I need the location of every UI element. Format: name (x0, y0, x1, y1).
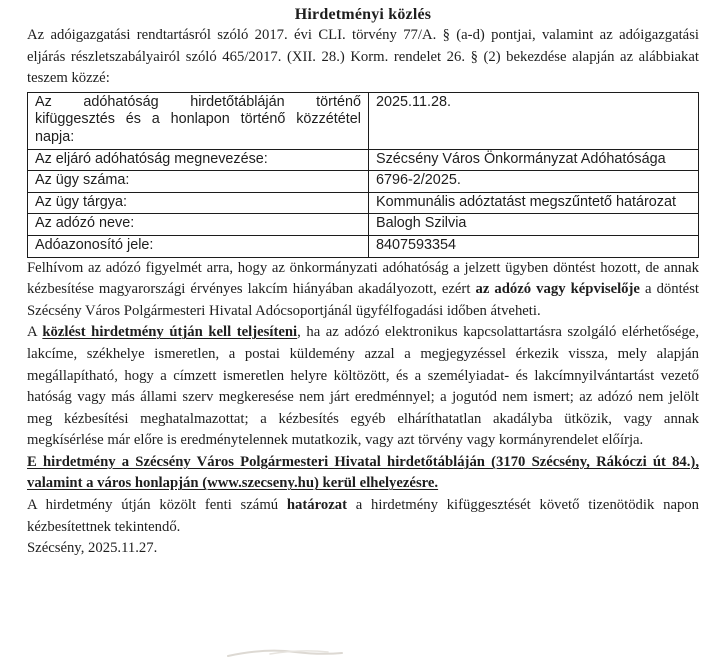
legal-basis-paragraph (27, 322, 699, 452)
row-label: Az eljáró adóhatóság megnevezése: (28, 149, 369, 171)
text-segment: az adózó vagy képviselője (475, 281, 640, 298)
stamp-mark (210, 640, 360, 660)
table-row (28, 171, 699, 193)
page-title: Hirdetményi közlés (294, 6, 432, 23)
info-table-body (28, 92, 699, 257)
text-segment: a döntést Szécsény Város Polgármesteri Hivatal Adócsoportjánál ügyfélfogadási időben átveheti. (27, 281, 699, 319)
text-segment: , ha az adózó elektronikus kapcsolattartásra szolgáló elérhetősége, lakcíme, székhelye ismeretlen, a postai küldemény azzal a megjegyzéssel érkezik vissza, mely alapján megállapítható, hogy a címzett ismeretlen helyre költözött, és a személyiadat- és lakcímnyilvántartást vezető hatóság vagy más állami szerv megkeresése nem járt eredménnyel; a jogutód nem ismert; az adózó nem jelölt meg kézbesítési meghatalmazottat; a kézbesítés egyéb elháríthatatlan akadályba ütközik, vagy annak megkísérlése már előre is eredménytelennek mutatkozik, vagy azt törvény vagy kormányrendelet előírja. (27, 324, 699, 449)
table-row (28, 235, 699, 257)
row-value: Balogh Szilvia (369, 214, 699, 236)
text-segment: A hirdetmény útján közölt fenti számú (27, 497, 287, 514)
text-segment: A (27, 324, 43, 341)
row-label: Az adóhatóság hirdetőtábláján történő kifüggesztés és a honlapon történő közzététel napja: (28, 92, 369, 149)
text-segment: határozat (286, 497, 347, 514)
intro-paragraph (27, 25, 699, 90)
date-line: Szécsény, 2025.11.27. (27, 540, 158, 557)
table-row (28, 214, 699, 236)
info-table (27, 92, 699, 258)
row-value: Kommunális adóztatást megszűntető határozat (369, 192, 699, 214)
table-row (28, 149, 699, 171)
text-segment: Az adóigazgatási rendtartásról szóló 2017. évi CLI. törvény 77/A. § (a-d) pontjai, valamint az adóigazgatási eljárás részletszabályairól szóló 465/2017. (XII. 28.) Korm. rendelet 26. § (2) bekezdése alapján az alábbiakat teszem közzé: (27, 27, 699, 87)
row-value: Szécsény Város Önkormányzat Adóhatósága (369, 149, 699, 171)
text-segment: E hirdetmény a Szécsény Város Polgármesteri Hivatal hirdetőtábláján (3170 Szécsény, Rákóczi út 84.), valamint a város honlapján (www.szecseny.hu) kerül elhelyezésre. (27, 453, 699, 492)
notice-paragraph (27, 258, 699, 323)
delivery-paragraph (27, 495, 699, 538)
text-segment: közlést hirdetmény útján kell teljesíteni (42, 324, 298, 341)
table-row (28, 92, 699, 149)
text-segment: Felhívom az adózó figyelmét arra, hogy az önkormányzati adóhatóság a jelzett ügyben döntést hozott, de annak kézbesítése magyarországi érvényes lakcím hiányában akadályozott, ezért (27, 259, 699, 298)
row-label: Az ügy tárgya: (28, 192, 369, 214)
row-label: Az ügy száma: (28, 171, 369, 193)
row-value: 8407593354 (369, 235, 699, 257)
row-value: 6796-2/2025. (369, 171, 699, 193)
row-value: 2025.11.28. (369, 92, 699, 149)
placement-paragraph (27, 452, 699, 495)
row-label: Adóazonosító jele: (28, 235, 369, 257)
text-segment: a hirdetmény kifüggesztését követő tizenötödik napon kézbesítettnek tekintendő. (27, 497, 699, 535)
row-label: Az adózó neve: (28, 214, 369, 236)
table-row (28, 192, 699, 214)
